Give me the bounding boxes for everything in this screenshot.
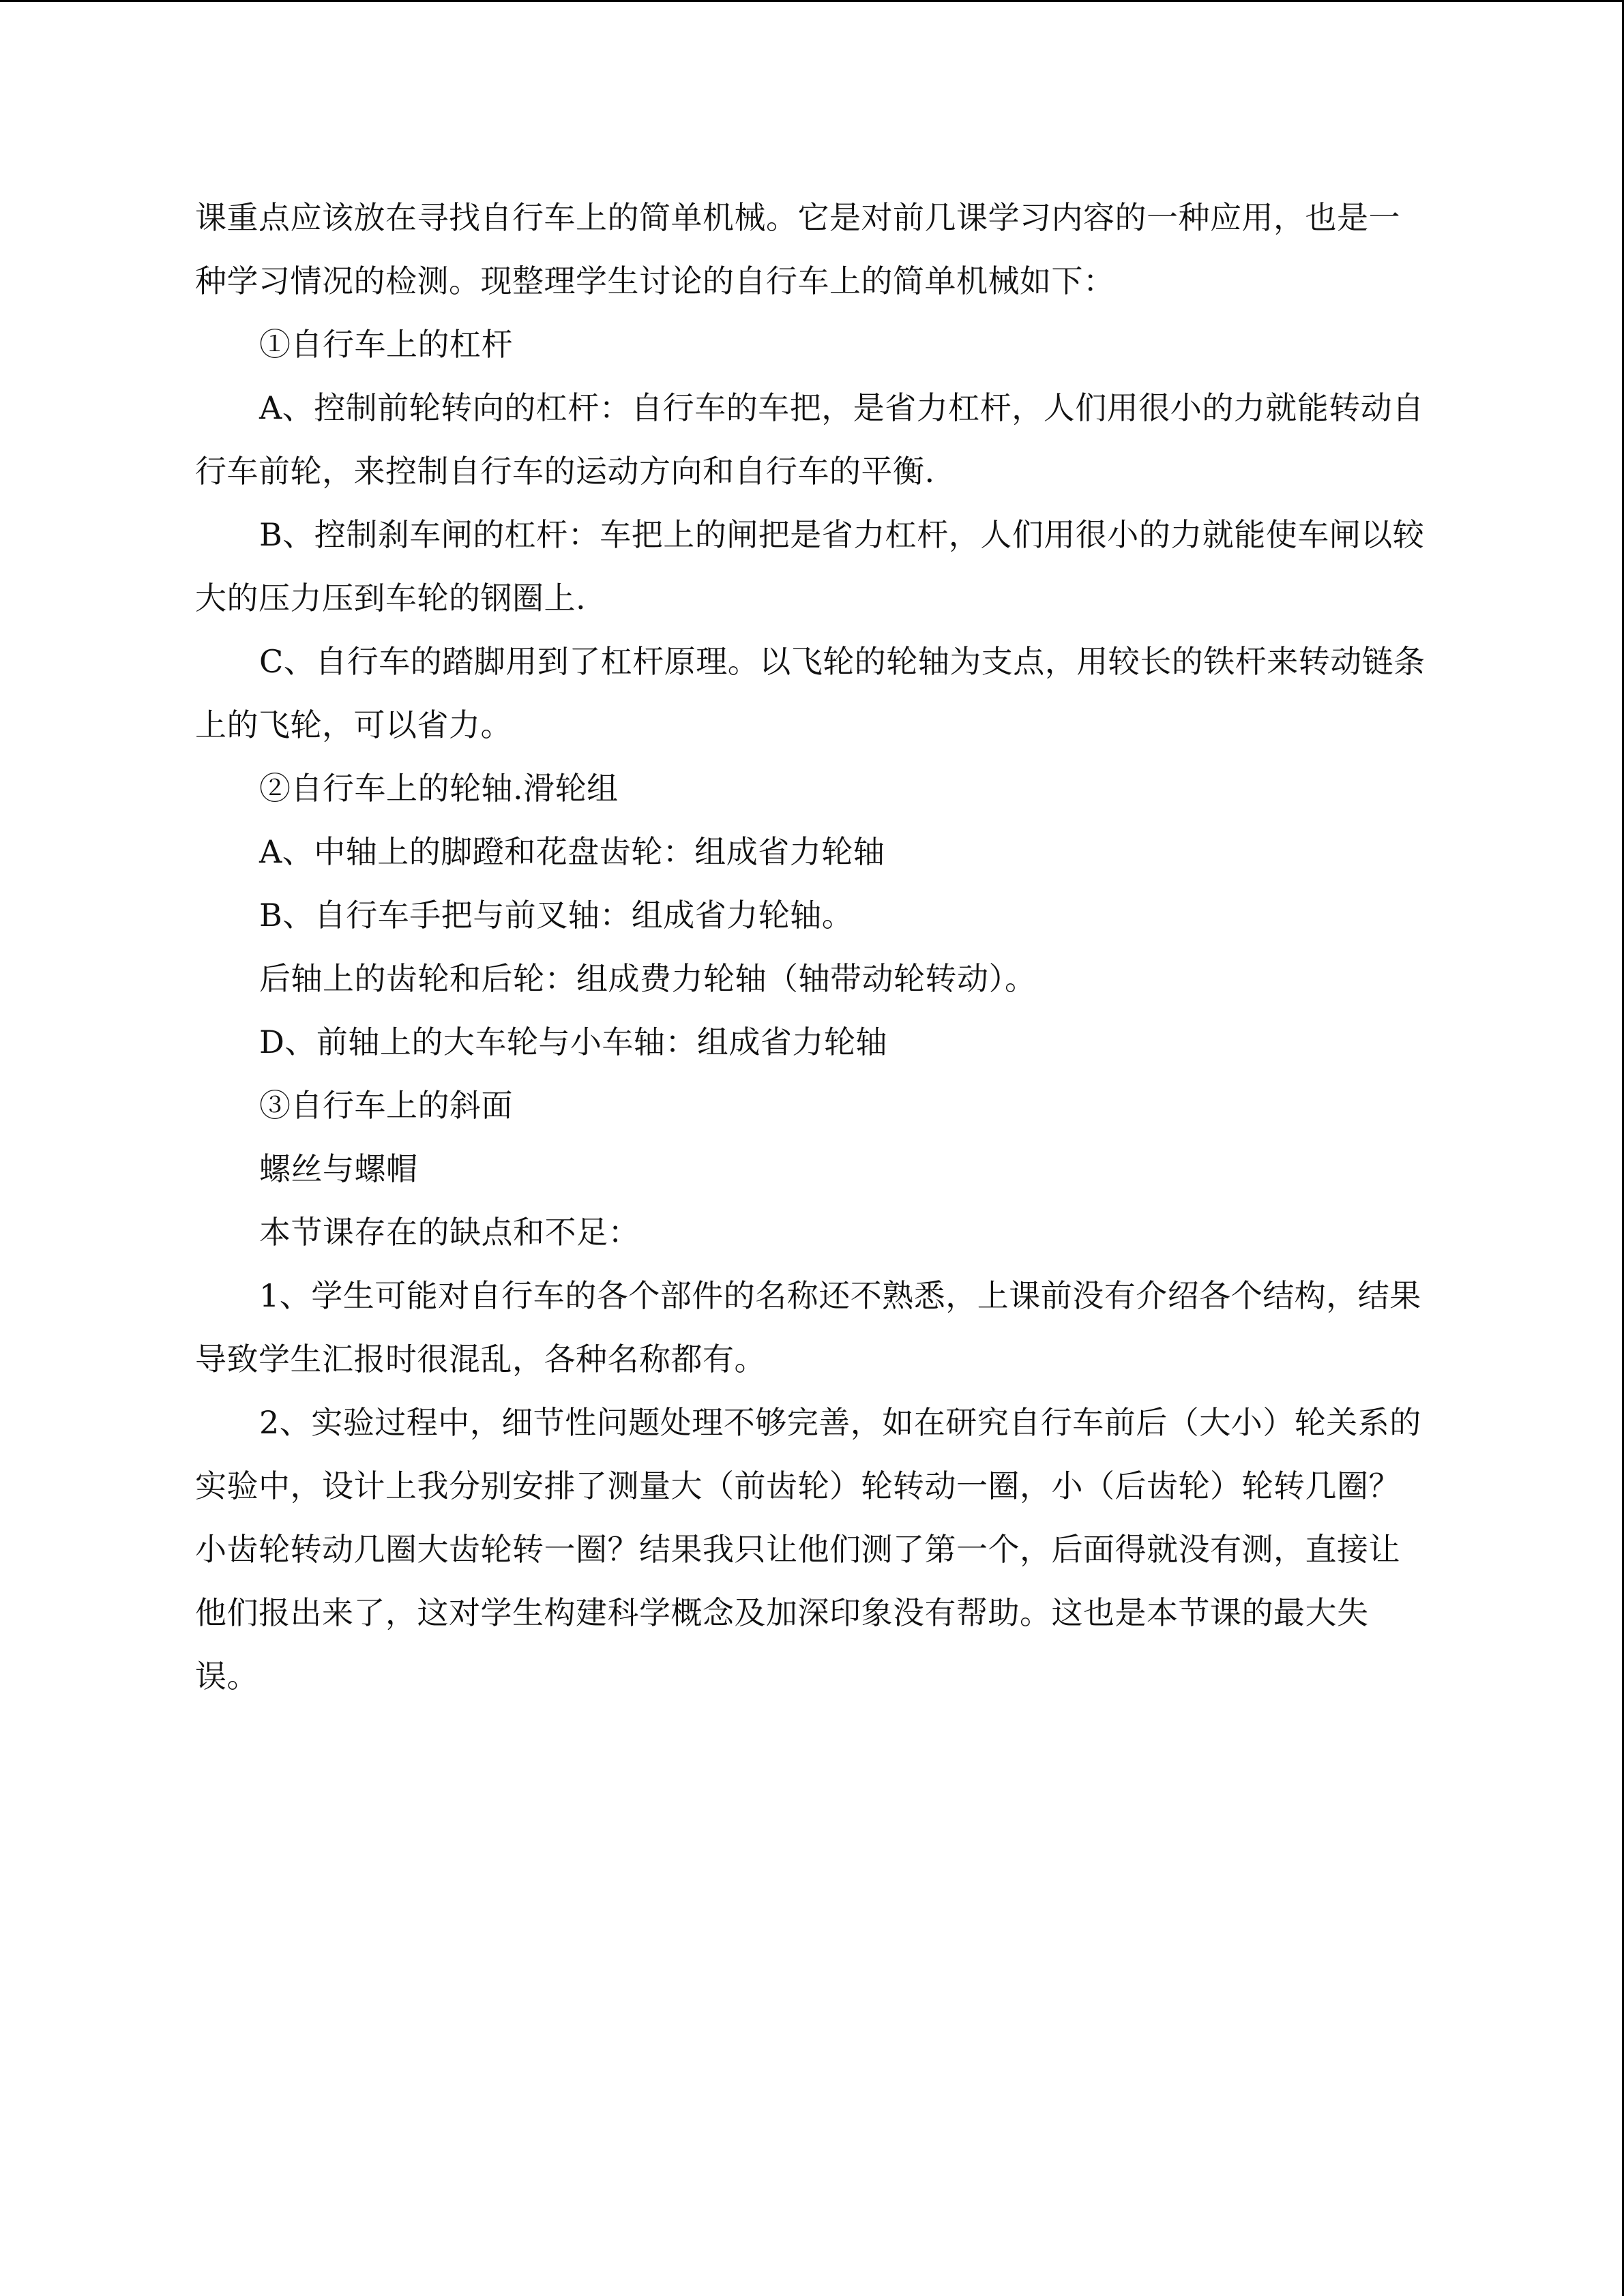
- body-paragraph: C、自行车的踏脚用到了杠杆原理。以飞轮的轮轴为支点，用较长的铁杆来转动链条上的飞轮，可以省力。: [195, 643, 1426, 743]
- body-paragraph: 2、实验过程中，细节性问题处理不够完善，如在研究自行车前后（大小）轮关系的实验中，设计上我分别安排了测量大（前齿轮）轮转动一圈，小（后齿轮）轮转几圈？小齿轮转动几圈大齿轮转一圈？结果我只让他们测了第一个，后面得就没有测，直接让他们报出来了，这对学生构建科学概念及加深印象没有帮助。这也是本节课的最大失误。: [195, 1404, 1421, 1695]
- body-paragraph: 后轴上的齿轮和后轮：组成费力轮轴（轴带动轮转动）。: [259, 960, 1037, 997]
- document-body: [195, 186, 1431, 1708]
- body-paragraph: A、控制前轮转向的杠杆：自行车的车把，是省力杠杆，人们用很小的力就能转动自行车前轮，来控制自行车的运动方向和自行车的平衡.: [195, 389, 1424, 490]
- section-heading-lever: ①自行车上的杠杆: [259, 326, 513, 363]
- body-paragraph: 螺丝与螺帽: [259, 1150, 418, 1187]
- body-paragraph: B、自行车手把与前叉轴：组成省力轮轴。: [259, 897, 854, 934]
- section-heading-incline: ③自行车上的斜面: [259, 1087, 513, 1124]
- section-heading-shortcomings: 本节课存在的缺点和不足：: [259, 1214, 640, 1251]
- body-paragraph: 课重点应该放在寻找自行车上的简单机械。它是对前几课学习内容的一种应用，也是一种学习情况的检测。现整理学生讨论的自行车上的简单机械如下：: [195, 199, 1400, 299]
- body-paragraph: 1、学生可能对自行车的各个部件的名称还不熟悉，上课前没有介绍各个结构，结果导致学生汇报时很混乱，各种名称都有。: [195, 1277, 1421, 1377]
- body-paragraph: D、前轴上的大车轮与小车轴：组成省力轮轴: [259, 1024, 887, 1060]
- section-heading-wheel-axle: ②自行车上的轮轴.滑轮组: [259, 770, 619, 807]
- body-paragraph: A、中轴上的脚蹬和花盘齿轮：组成省力轮轴: [259, 833, 885, 870]
- body-paragraph: B、控制刹车闸的杠杆：车把上的闸把是省力杠杆，人们用很小的力就能使车闸以较大的压力压到车轮的钢圈上.: [195, 516, 1425, 616]
